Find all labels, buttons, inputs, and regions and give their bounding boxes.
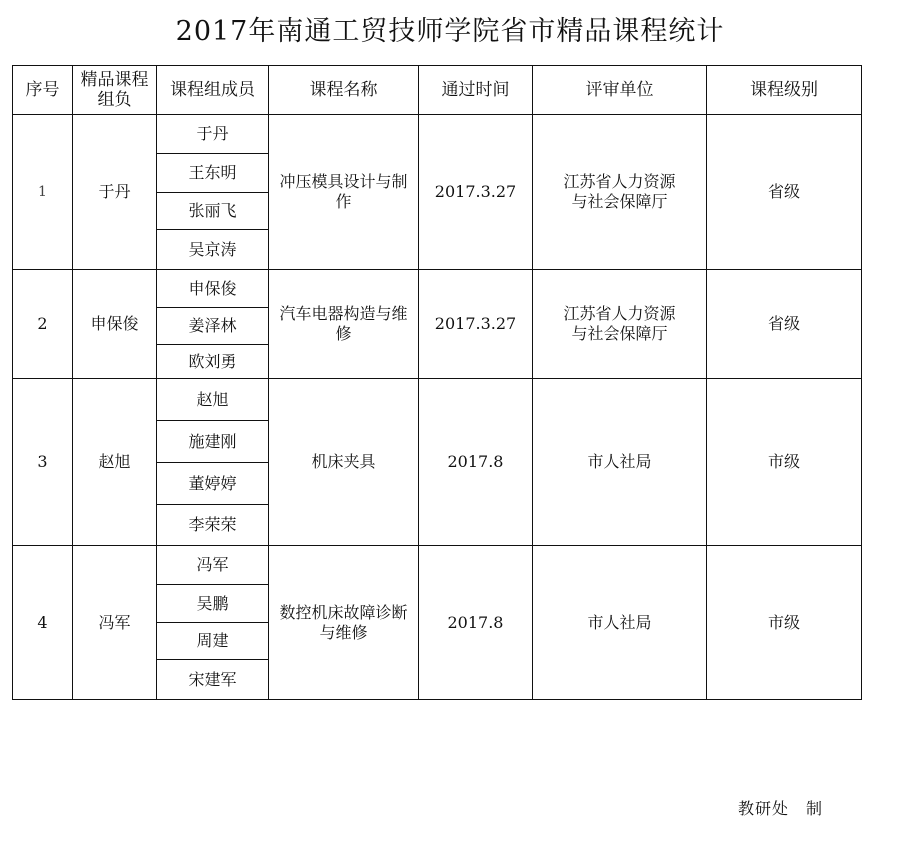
table-row — [13, 546, 862, 585]
member-cell: 赵旭 — [157, 379, 269, 421]
row-course: 机床夹具 — [269, 379, 419, 546]
document-title: 2017年南通工贸技师学院省市精品课程统计 — [175, 16, 725, 47]
member-cell: 李荣荣 — [157, 505, 269, 546]
row-index: 3 — [13, 379, 73, 546]
row-unit: 市人社局 — [533, 546, 707, 700]
row-course: 冲压模具设计与制作 — [269, 115, 419, 270]
row-date: 2017.3.27 — [419, 115, 533, 270]
member-cell: 吴鹏 — [157, 585, 269, 623]
row-leader: 申保俊 — [73, 270, 157, 379]
row-unit: 江苏省人力资源与社会保障厅 — [533, 115, 707, 270]
member-cell: 吴京涛 — [157, 230, 269, 270]
row-index: 1 — [13, 115, 73, 270]
row-course: 汽车电器构造与维修 — [269, 270, 419, 379]
row-unit: 江苏省人力资源与社会保障厅 — [533, 270, 707, 379]
member-cell: 申保俊 — [157, 270, 269, 308]
course-table — [12, 65, 862, 700]
row-course: 数控机床故障诊断与维修 — [269, 546, 419, 700]
row-level: 市级 — [707, 546, 862, 700]
header-row — [13, 66, 862, 115]
row-leader: 于丹 — [73, 115, 157, 270]
row-level: 省级 — [707, 115, 862, 270]
row-date: 2017.3.27 — [419, 270, 533, 379]
member-cell: 宋建军 — [157, 660, 269, 700]
footer-credit: 教研处 制 — [738, 799, 824, 818]
member-cell: 姜泽林 — [157, 308, 269, 345]
header-level: 课程级别 — [707, 66, 862, 115]
row-index: 4 — [13, 546, 73, 700]
row-index: 2 — [13, 270, 73, 379]
member-cell: 周建 — [157, 623, 269, 660]
member-cell: 欧刘勇 — [157, 345, 269, 379]
member-cell: 施建刚 — [157, 421, 269, 463]
header-leader: 精品课程组负 — [73, 66, 157, 115]
row-leader: 赵旭 — [73, 379, 157, 546]
table-row — [13, 115, 862, 154]
member-cell: 张丽飞 — [157, 193, 269, 230]
header-date: 通过时间 — [419, 66, 533, 115]
member-cell: 冯军 — [157, 546, 269, 585]
row-leader: 冯军 — [73, 546, 157, 700]
header-unit: 评审单位 — [533, 66, 707, 115]
member-cell: 于丹 — [157, 115, 269, 154]
table-row — [13, 270, 862, 308]
header-course: 课程名称 — [269, 66, 419, 115]
row-level: 市级 — [707, 379, 862, 546]
member-cell: 王东明 — [157, 154, 269, 193]
row-level: 省级 — [707, 270, 862, 379]
row-date: 2017.8 — [419, 379, 533, 546]
row-date: 2017.8 — [419, 546, 533, 700]
table-row — [13, 379, 862, 421]
member-cell: 董婷婷 — [157, 463, 269, 505]
header-index: 序号 — [13, 66, 73, 115]
row-unit: 市人社局 — [533, 379, 707, 546]
header-members: 课程组成员 — [157, 66, 269, 115]
